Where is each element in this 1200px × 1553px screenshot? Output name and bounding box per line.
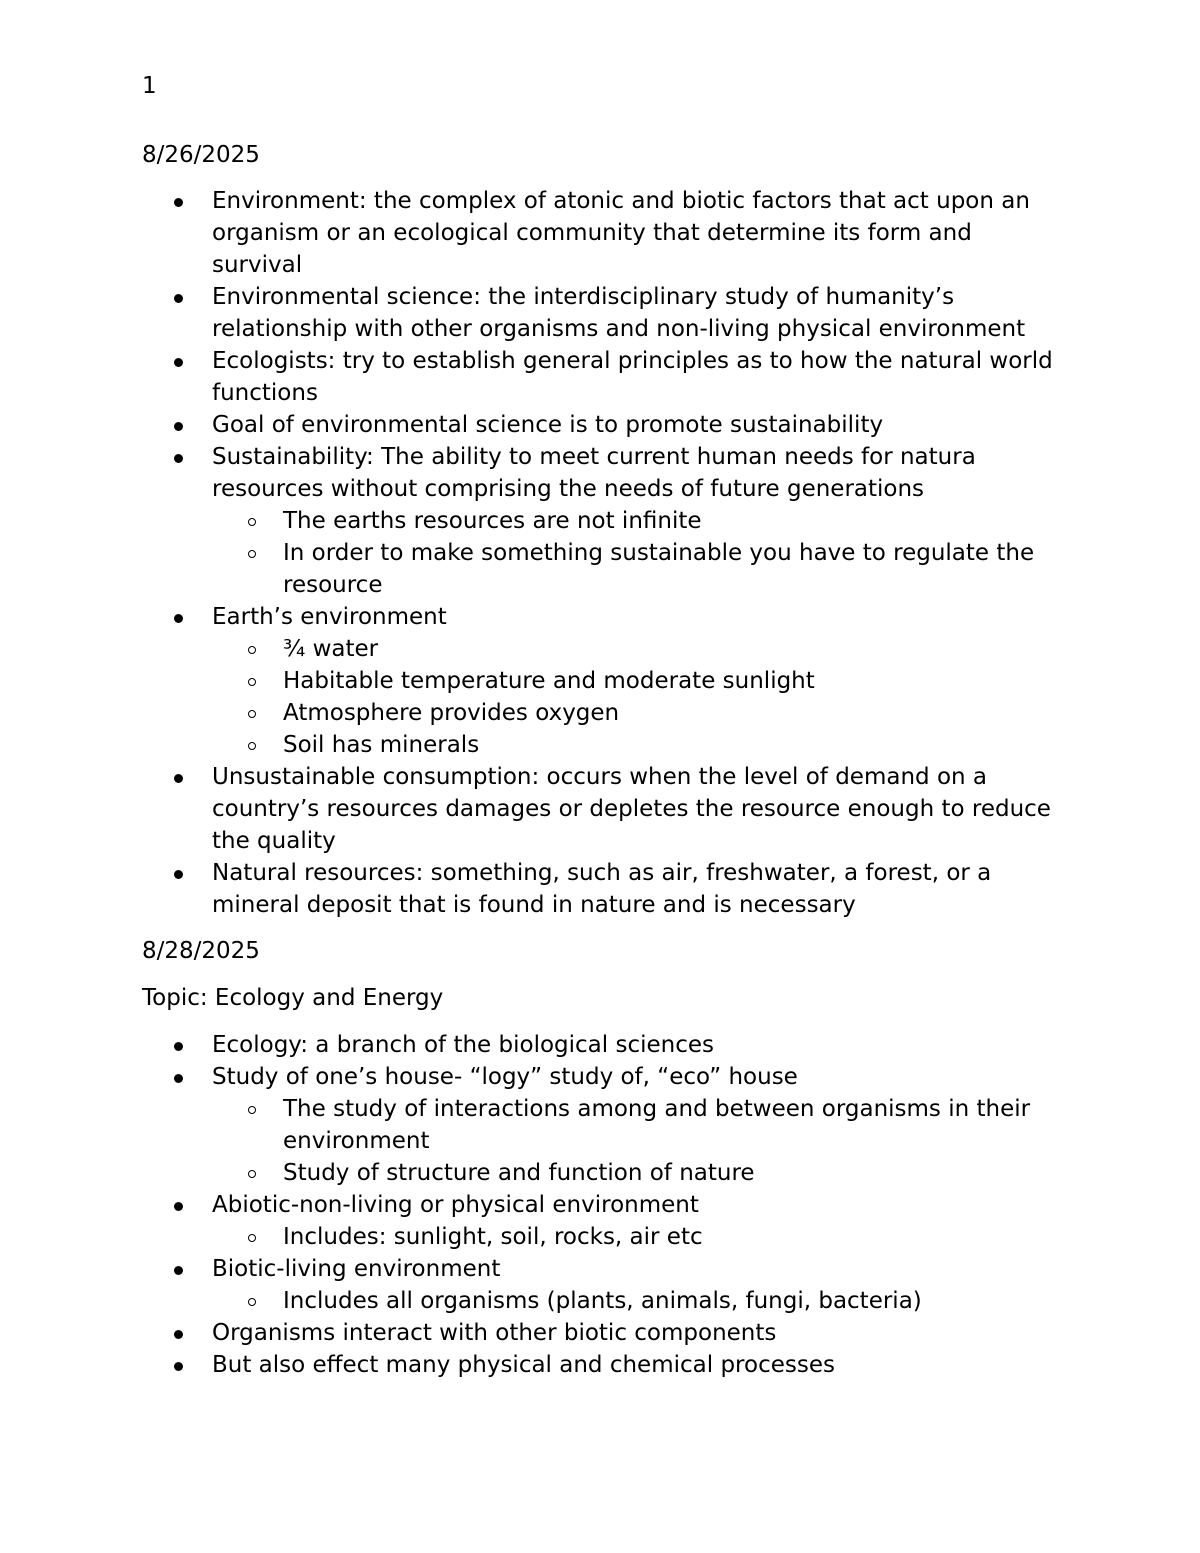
sub-list-item: In order to make something sustainable you have to regulate the resource — [212, 537, 1062, 601]
hollow-bullet-icon — [248, 710, 256, 718]
hollow-bullet-icon — [248, 646, 256, 654]
list-item: Environmental science: the interdisciplinary study of humanity’s relationship with other organisms and non-living physical environment — [142, 281, 1062, 345]
notes-list — [142, 185, 1062, 921]
sub-list-item: Includes all organisms (plants, animals, fungi, bacteria) — [212, 1285, 1062, 1317]
bullet-icon — [174, 422, 183, 431]
page-number: 1 — [142, 73, 157, 99]
date-heading: 8/28/2025 — [142, 938, 260, 964]
topic-heading: Topic: Ecology and Energy — [142, 985, 444, 1011]
document-page — [142, 70, 1062, 1381]
list-item: Unsustainable consumption: occurs when the level of demand on a country’s resources damages or depletes the resource enough to reduce the quality — [142, 761, 1062, 857]
bullet-icon — [174, 1042, 183, 1051]
hollow-bullet-icon — [248, 742, 256, 750]
hollow-bullet-icon — [248, 1170, 256, 1178]
notes-list — [142, 1029, 1062, 1381]
sub-list-item: Soil has minerals — [212, 729, 1062, 761]
list-item: Organisms interact with other biotic components — [142, 1317, 1062, 1349]
date-heading: 8/26/2025 — [142, 142, 260, 168]
bullet-icon — [174, 870, 183, 879]
sub-list — [212, 1285, 1062, 1317]
list-item: Earth’s environment ¾ water Habitable temperature and moderate sunlight Atmosphere provides oxygen Soil has minerals — [142, 601, 1062, 761]
sub-list-item: ¾ water — [212, 633, 1062, 665]
list-item: Ecologists: try to establish general principles as to how the natural world functions — [142, 345, 1062, 409]
hollow-bullet-icon — [248, 1106, 256, 1114]
bullet-icon — [174, 1362, 183, 1371]
bullet-icon — [174, 1266, 183, 1275]
sub-list-item: Study of structure and function of nature — [212, 1157, 1062, 1189]
sub-list-item: The study of interactions among and between organisms in their environment — [212, 1093, 1062, 1157]
bullet-icon — [174, 358, 183, 367]
bullet-icon — [174, 454, 183, 463]
sub-list — [212, 1093, 1062, 1189]
sub-list-item: Habitable temperature and moderate sunlight — [212, 665, 1062, 697]
list-item: Environment: the complex of atonic and biotic factors that act upon an organism or an ecological community that determine its form and survival — [142, 185, 1062, 281]
sub-list — [212, 1221, 1062, 1253]
bullet-icon — [174, 1074, 183, 1083]
bullet-icon — [174, 198, 183, 207]
hollow-bullet-icon — [248, 678, 256, 686]
list-item: But also effect many physical and chemical processes — [142, 1349, 1062, 1381]
bullet-icon — [174, 1330, 183, 1339]
list-item: Goal of environmental science is to promote sustainability — [142, 409, 1062, 441]
sub-list-item: The earths resources are not infinite — [212, 505, 1062, 537]
list-item: Biotic-living environment Includes all organisms (plants, animals, fungi, bacteria) — [142, 1253, 1062, 1317]
hollow-bullet-icon — [248, 550, 256, 558]
hollow-bullet-icon — [248, 1298, 256, 1306]
bullet-icon — [174, 774, 183, 783]
list-item: Natural resources: something, such as air, freshwater, a forest, or a mineral deposit that is found in nature and is necessary — [142, 857, 1062, 921]
list-item: Abiotic-non-living or physical environment Includes: sunlight, soil, rocks, air etc — [142, 1189, 1062, 1253]
list-item: Sustainability: The ability to meet current human needs for natura resources without comprising the needs of future generations The earths resources are not infinite In order to make something sustainable you have to regulate the resource — [142, 441, 1062, 601]
sub-list-item: Atmosphere provides oxygen — [212, 697, 1062, 729]
hollow-bullet-icon — [248, 518, 256, 526]
hollow-bullet-icon — [248, 1234, 256, 1242]
bullet-icon — [174, 294, 183, 303]
bullet-icon — [174, 614, 183, 623]
sub-list-item: Includes: sunlight, soil, rocks, air etc — [212, 1221, 1062, 1253]
sub-list — [212, 505, 1062, 601]
list-item: Ecology: a branch of the biological sciences — [142, 1029, 1062, 1061]
sub-list — [212, 633, 1062, 761]
bullet-icon — [174, 1202, 183, 1211]
list-item: Study of one’s house- “logy” study of, “eco” house The study of interactions among and between organisms in their environment Study of structure and function of nature — [142, 1061, 1062, 1189]
